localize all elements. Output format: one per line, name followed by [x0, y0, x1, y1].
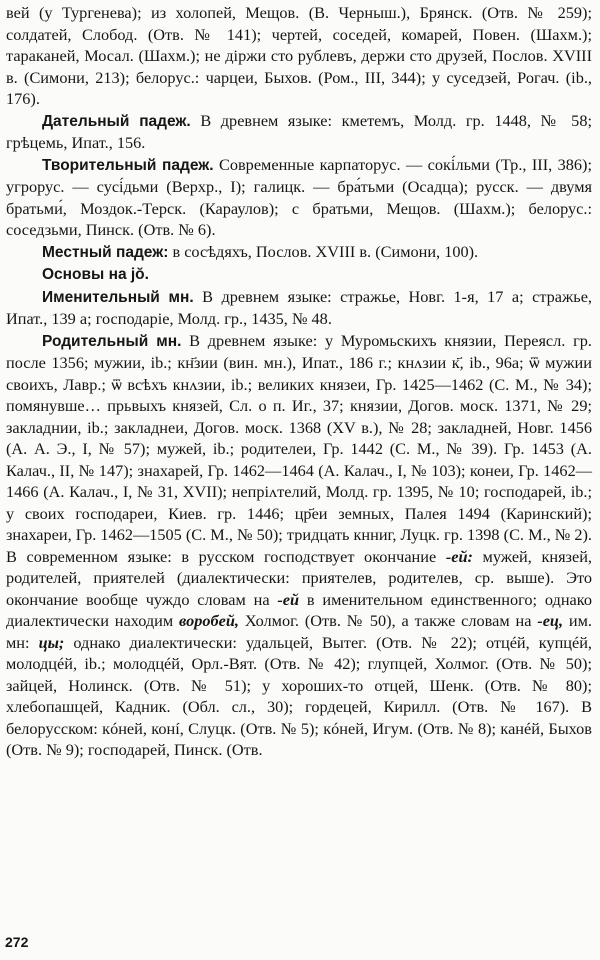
paragraph-text: в именительном единственного; однако диалектически находим: [6, 589, 592, 630]
paragraph-genitive-plural: [6, 330, 592, 761]
section-heading-jo-stems: Основы на jŏ.: [42, 266, 149, 283]
paragraph-text: В древнем языке: кметемъ, Молд. гр. 1448, № 58; грѣцемь, Ипат., 156.: [6, 110, 592, 152]
section-heading-nominative-plural: Именительный мн.: [42, 288, 194, 306]
section-heading-locative: Местный падеж:: [42, 243, 169, 261]
paragraph-text: Современные карпаторус. — сокі́льми (Тр., III, 386); угрорус. — сусі́дьми (Верхр., I); галицк. — бра́тьми (Осадца); русск. — двумя братьми́, Моздок.-Терск. (Караулов); с братьми, Мещов. (Шахм.); белорус.: соседзьми, Пинск. (Отв. № 6).: [6, 154, 592, 239]
ending-ec: -ец,: [537, 611, 564, 630]
paragraph-text: Холмог. (Отв. № 50), а также словам на: [239, 611, 538, 630]
paragraph-instrumental: [6, 154, 592, 241]
ending-ej: -ей:: [445, 546, 473, 566]
ending-ej-2: -ей: [277, 589, 300, 609]
paragraph-nominative-plural: [6, 286, 592, 330]
page-number: 272: [5, 934, 29, 950]
paragraph-text: им. мн:: [6, 611, 592, 652]
paragraph-text: мужей, князей, родителей, приятелей (диалектически: приятелев, родителев, ср. выше). Это окончание вообще чуждо словам на: [6, 546, 592, 609]
section-heading-genitive-plural: Родительный мн.: [42, 332, 182, 350]
paragraph-text: вей (у Тургенева); из холопей, Мещов. (В. Черныш.), Брянск. (Отв. № 259); солдатей, Слобод. (Отв. № 141); чертей, соседей, комарей, Повен. (Шахм.); тараканей, Мосал. (Шахм.); не діржи сто рублевъ, держи сто друзей, Послов. XVIII в. (Симони, 213); белорус.: чарцеи, Быхов. (Ром., III, 344); у суседзей, Рогач. (ib., 176).: [6, 3, 592, 108]
paragraph-text: в сосѣдяхъ, Послов. XVIII в. (Симони, 100).: [168, 241, 479, 261]
paragraph-text: В древнем языке: стражье, Новг. 1-я, 17 а; стражье, Ипат., 139 а; господаріе, Молд. гр., 1435, № 48.: [6, 286, 592, 328]
word-vorobej: воробей,: [179, 611, 240, 630]
section-heading-dative: Дательный падеж.: [42, 112, 191, 130]
page-body: [6, 2, 592, 761]
ending-cy: цы;: [38, 632, 65, 652]
paragraph-dative: [6, 110, 592, 154]
paragraph-locative: [6, 241, 592, 264]
paragraph-text: однако диалектически: удальцей, Вытег. (Отв. № 22); отцéй, купцéй, молодцéй, ib.; молодцéй, Орл.-Вят. (Отв. № 42); глупцей, Холмог. (Отв. № 50); зайцей, Нолинск. (Отв. № 51); у хороших-то отцей, Шенк. (Отв. № 80); хлебопашцей, Кадник. (Обл. сл., 30); гордецей, Кирилл. (Отв. № 167). В белорусском: кóней, конí, Слуцк. (Отв. № 5); кóней, Игум. (Отв. № 8); канéй, Быхов (Отв. № 9); господарей, Пинск. (Отв.: [6, 632, 592, 759]
section-heading-instrumental: Творительный падеж.: [42, 156, 214, 174]
paragraph-continuation: [6, 2, 592, 110]
paragraph-jo-stems: [6, 263, 592, 286]
paragraph-text: В древнем языке: у Муромьскихъ князии, Переясл. гр. после 1356; мужии, ib.; кн҃зии (вин. мн.), Ипат., 186 г.; кнᴧзии к҃, ib., 96а; ѿ мужии своихъ, Лавр.; ѿ всѣхъ кнᴧзии, ib.; великих князеи, Гр. 1425—1462 (С. М., № 34); помянувше… прьвыхъ князей, Сл. о п. Иг., 37; князии, Догов. моск. 1371, № 29; закладнии, ib.; закладнеи, Догов. моск. 1368 (XV в.), № 28; закладней, Новг. 1456 (А. А. Э., I, № 57); мужей, ib.; родителеи, Гр. 1442 (С. М., № 39). Гр. 1453 (А. Калач., II, № 147); знахарей, Гр. 1462—1464 (А. Калач., I, № 103); конеи, Гр. 1462—1466 (А. Калач., I, № 31, XVII); непріᴧтелий, Молд. гр. 1395, № 10; господарей, ib.; у своих господареи, Киев. гр. 1446; цр҃еи земных, Палея 1494 (Каринский); знахареи, Гр. 1462—1505 (С. М., № 50); тридцать кнниг, Луцк. гр. 1398 (С. М., № 2). В современном языке: в русском господствует окончание: [6, 330, 592, 566]
